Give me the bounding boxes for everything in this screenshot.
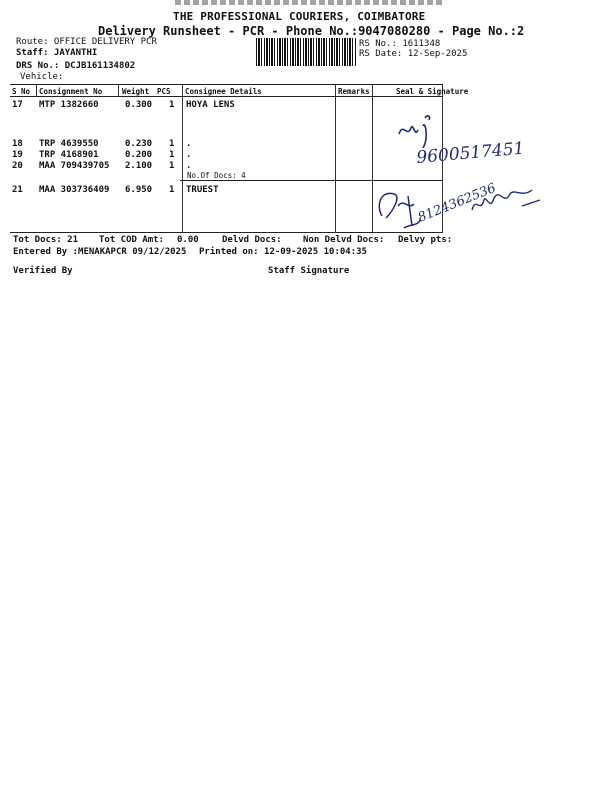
vehicle-label: Vehicle:: [20, 72, 64, 82]
col-header-consignment: Consignment No: [39, 87, 103, 96]
col-header-consignee: Consignee Details: [185, 87, 262, 96]
cell-consignment: TRP 4168901: [39, 150, 99, 160]
col-header-weight: Weight: [122, 87, 150, 96]
cell-sno: 19: [12, 150, 23, 160]
total-cod-value: 0.00: [177, 235, 199, 245]
cell-consignee: HOYA LENS: [186, 100, 235, 110]
delivery-points-label: Delvy pts:: [398, 235, 453, 245]
cell-weight: 0.200: [125, 150, 153, 160]
route-label: Route: OFFICE DELIVERY PCR: [16, 37, 157, 47]
col-header-sno: S No: [12, 87, 31, 96]
cell-consignee: TRUEST: [186, 185, 219, 195]
runsheet-subtitle: Delivery Runsheet - PCR - Phone No.:9047080280 - Page No.:2: [98, 24, 525, 38]
header-bottom-border: [10, 96, 443, 97]
printed-on: Printed on: 12-09-2025 10:04:35: [199, 247, 367, 257]
delivered-docs-label: Delvd Docs:: [222, 235, 282, 245]
verified-by-label: Verified By: [13, 266, 73, 276]
cut-off-top-text: [175, 0, 445, 5]
barcode: [256, 38, 356, 66]
handwritten-phone-1: 9600517451: [415, 138, 526, 168]
rs-number: RS No.: 1611348: [359, 39, 441, 49]
table-top-border: [10, 84, 443, 85]
staff-label: Staff: JAYANTHI: [16, 48, 98, 58]
total-cod-label: Tot COD Amt:: [99, 235, 165, 245]
total-docs: Tot Docs: 21: [13, 235, 79, 245]
cell-sno: 18: [12, 139, 23, 149]
cell-weight: 0.230: [125, 139, 153, 149]
cell-pcs: 1: [169, 139, 175, 149]
col-header-remarks: Remarks: [338, 87, 370, 96]
cell-pcs: 1: [169, 185, 175, 195]
drs-number: DRS No.: DCJB161134802: [16, 61, 136, 71]
col-divider: [182, 84, 183, 233]
staff-signature-label: Staff Signature: [268, 266, 350, 276]
cell-consignee: .: [186, 150, 192, 160]
cell-consignment: MAA 709439705: [39, 161, 110, 171]
non-delivered-docs-label: Non Delvd Docs:: [303, 235, 385, 245]
cell-weight: 2.100: [125, 161, 153, 171]
cell-sno: 17: [12, 100, 23, 110]
handwritten-phone-2: 8124362536: [415, 180, 499, 226]
col-divider: [335, 84, 336, 233]
cell-weight: 0.300: [125, 100, 153, 110]
entered-by: Entered By :MENAKAPCR 09/12/2025: [13, 247, 187, 257]
handwritten-signature-1: [385, 108, 545, 178]
cell-consignment: MAA 303736409: [39, 185, 110, 195]
handwritten-signature-2: [372, 176, 552, 236]
cell-weight: 6.950: [125, 185, 153, 195]
cell-pcs: 1: [169, 150, 175, 160]
cell-pcs: 1: [169, 100, 175, 110]
company-title: THE PROFESSIONAL COURIERS, COIMBATORE: [173, 10, 426, 23]
col-divider: [36, 84, 37, 96]
rs-date: RS Date: 12-Sep-2025: [359, 49, 468, 59]
col-header-pcs: PCS: [157, 87, 171, 96]
no-of-docs-note: No.Of Docs: 4: [187, 171, 246, 180]
cell-consignee: .: [186, 139, 192, 149]
cell-consignment: MTP 1382660: [39, 100, 99, 110]
cell-consignee: .: [186, 161, 192, 171]
cell-sno: 21: [12, 185, 23, 195]
col-divider: [118, 84, 119, 96]
cell-pcs: 1: [169, 161, 175, 171]
col-header-seal-signature: Seal & Signature: [396, 87, 469, 96]
cell-consignment: TRP 4639550: [39, 139, 99, 149]
cell-sno: 20: [12, 161, 23, 171]
